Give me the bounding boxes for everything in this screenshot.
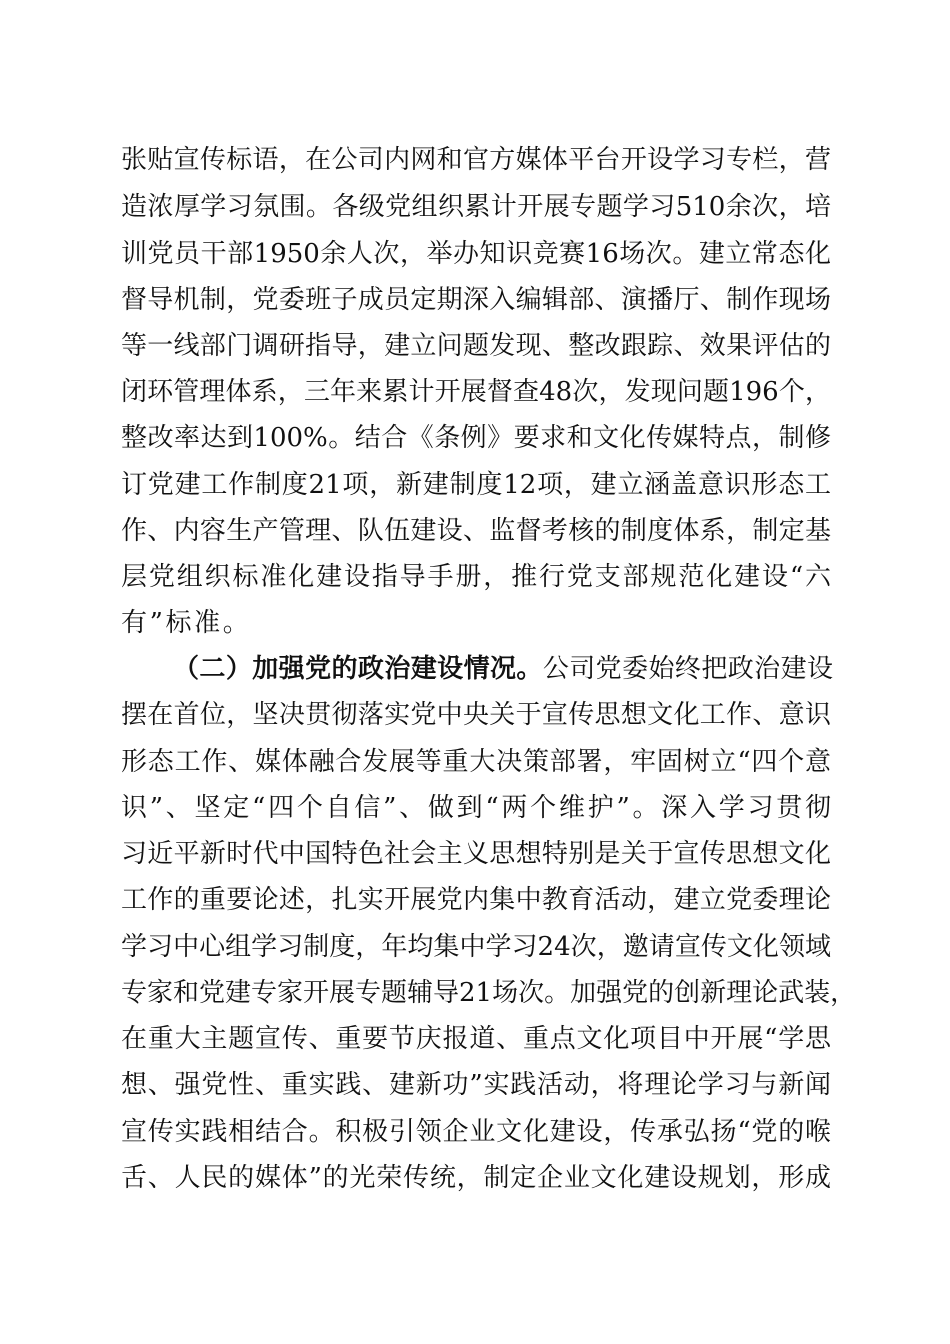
paragraph-line: 订党建工作制度21项，新建制度12项，建立涵盖意识形态工	[121, 470, 831, 500]
paragraph-line: 形态工作、媒体融合发展等重大决策部署，牢固树立“四个意	[121, 747, 831, 777]
paragraph-line: 作、内容生产管理、队伍建设、监督考核的制度体系，制定基	[121, 516, 831, 546]
paragraph-line: 造浓厚学习氛围。各级党组织累计开展专题学习510余次，培	[121, 192, 831, 222]
section-heading-line	[173, 654, 833, 684]
paragraph-line: 有”标准。	[121, 608, 252, 638]
paragraph-line: 层党组织标准化建设指导手册，推行党支部规范化建设“六	[121, 562, 831, 592]
paragraph-line: 整改率达到100%。结合《条例》要求和文化传媒特点，制修	[121, 423, 831, 453]
paragraph-line: 识”、坚定“四个自信”、做到“两个维护”。深入学习贯彻	[121, 793, 831, 823]
paragraph-line: 宣传实践相结合。积极引领企业文化建设，传承弘扬“党的喉	[121, 1117, 831, 1147]
paragraph-line: 在重大主题宣传、重要节庆报道、重点文化项目中开展“学思	[121, 1024, 831, 1054]
paragraph-line: 想、强党性、重实践、建新功”实践活动，将理论学习与新闻	[121, 1070, 831, 1100]
paragraph-line: 舌、人民的媒体”的光荣传统，制定企业文化建设规划，形成	[121, 1163, 831, 1193]
paragraph-line: 学习中心组学习制度，年均集中学习24次，邀请宣传文化领域	[121, 932, 831, 962]
paragraph-line: 专家和党建专家开展专题辅导21场次。加强党的创新理论武装，	[121, 978, 857, 1008]
section-heading: （二）加强党的政治建设情况。	[173, 654, 543, 684]
paragraph-line: 等一线部门调研指导，建立问题发现、整改跟踪、效果评估的	[121, 331, 831, 361]
heading-line-rest: 公司党委始终把政治建设	[542, 654, 833, 684]
paragraph-line: 工作的重要论述，扎实开展党内集中教育活动，建立党委理论	[121, 885, 831, 915]
paragraph-line: 摆在首位，坚决贯彻落实党中央关于宣传思想文化工作、意识	[121, 700, 831, 730]
paragraph-line: 习近平新时代中国特色社会主义思想特别是关于宣传思想文化	[121, 839, 831, 869]
paragraph-line: 闭环管理体系，三年来累计开展督查48次，发现问题196个，	[121, 377, 831, 407]
paragraph-line: 张贴宣传标语，在公司内网和官方媒体平台开设学习专栏，营	[121, 145, 831, 175]
paragraph-line: 督导机制，党委班子成员定期深入编辑部、演播厅、制作现场	[121, 285, 831, 315]
paragraph-line: 训党员干部1950余人次，举办知识竞赛16场次。建立常态化	[121, 239, 831, 269]
